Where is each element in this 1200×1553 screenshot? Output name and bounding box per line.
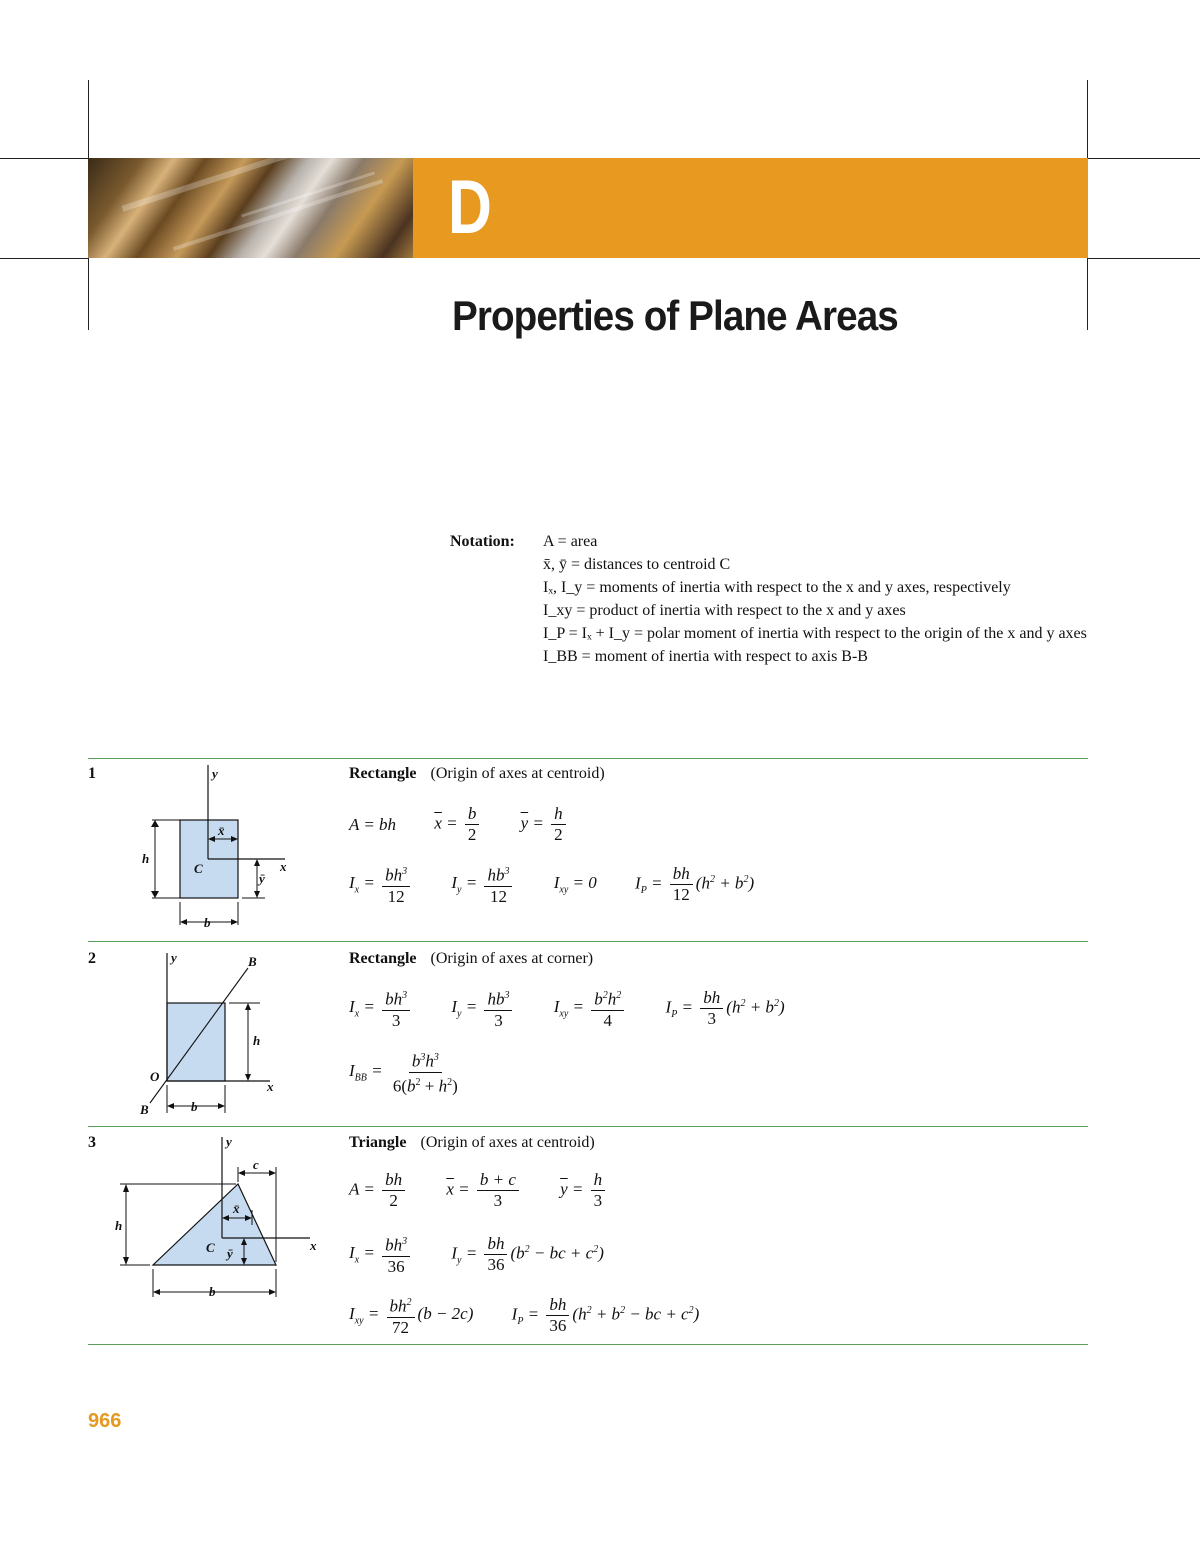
figure-label-h: h [115,1218,123,1233]
formula-row [349,1170,642,1211]
notation-line: I_BB = moment of inertia with respect to axis B-B [543,648,868,665]
formula: $I_{BB}$ = $\frac{b^3h^3}{6(b^2 + h^2)}$ [349,1048,464,1096]
crop-mark-top-left [0,158,88,159]
formula: A = bh [349,814,397,834]
page-title: Properties of Plane Areas [452,292,898,339]
section-shape: Rectangle [349,765,417,782]
formula: $\overline{y}$ = $\frac{h}{3}$ [560,1170,608,1211]
notation-line: Iₓ, I_y = moments of inertia with respect to the x and y axes, respectively [543,579,1011,596]
figure-label-b: b [204,915,211,930]
formula-row [349,804,603,845]
figure-label-x: x [280,859,287,874]
formula: $I_y$ = $\frac{hb^3}{12}$ [451,862,515,907]
figure-label-b: b [191,1099,198,1114]
formula-row [349,1048,498,1096]
figure-label-c: c [253,1157,259,1172]
section-number: 3 [88,1134,96,1151]
notation-line: I_P = Iₓ + I_y = polar moment of inertia with respect to the origin of the x and y axes [543,625,1087,642]
figure-label-h: h [142,851,150,866]
formula: $I_P$ = $\frac{bh}{3}$ $(h^2 + b^2)$ [665,987,785,1028]
section-origin: (Origin of axes at centroid) [430,765,605,782]
figure-rectangle-centroid [130,765,310,940]
figure-label-c-centroid: C [206,1240,215,1255]
formula: $I_{xy} = 0$ [553,873,597,896]
section-separator [88,1344,1088,1345]
crop-mark-bottom-right [1088,258,1200,259]
section-shape: Rectangle [349,950,417,967]
figure-label-xbar: x̄ [218,823,225,838]
figure-label-x: x [310,1238,317,1253]
figure-label-y: y [171,950,177,965]
formula-row [349,1232,638,1277]
section-number: 1 [88,765,96,782]
section-separator [88,758,1088,759]
chapter-letter: D [448,165,491,250]
figure-label-y: y [226,1134,232,1149]
section-title [349,765,605,783]
formula: $I_P$ = $\frac{bh}{36}$ ($h^2 + b^2$ − bc + $c^2$) [511,1294,700,1335]
figure-label-h: h [253,1033,261,1048]
formula: $I_x$ = $\frac{bh^3}{12}$ [349,862,413,907]
crop-mark-bottom-left [0,258,88,259]
section-separator [88,1126,1088,1127]
section-number: 2 [88,950,96,967]
section-separator [88,941,1088,942]
notation-line: x̄, ȳ = distances to centroid C [543,556,731,573]
figure-label-y: y [212,766,218,781]
figure-rectangle-corner [130,948,310,1123]
formula-row [349,1293,733,1338]
formula: $I_y$ = $\frac{bh}{36}$ ($b^2$ − bc + $c^2$) [451,1233,604,1274]
section-title [349,1134,595,1152]
section-shape: Triangle [349,1134,407,1151]
banner-photo [88,158,413,258]
formula: A = $\frac{bh}{2}$ [349,1170,408,1211]
formula: $I_y$ = $\frac{hb^3}{3}$ [451,986,515,1031]
crop-mark-top-right [1088,158,1200,159]
formula: $I_x$ = $\frac{bh^3}{36}$ [349,1232,413,1277]
figure-label-b: b [209,1284,216,1299]
page-number: 966 [88,1410,122,1432]
formula: $\overline{x}$ = $\frac{b + c}{3}$ [446,1170,522,1211]
notation-line: A = area [543,533,598,550]
section-origin: (Origin of axes at corner) [430,950,594,967]
figure-label-b-axis-bottom: B [140,1102,149,1117]
figure-label-ybar: ȳ [259,871,265,886]
formula: $\overline{y}$ = $\frac{h}{2}$ [521,804,569,845]
chapter-banner [88,158,1088,258]
notation-label: Notation: [450,533,515,550]
formula: $I_x$ = $\frac{bh^3}{3}$ [349,986,413,1031]
figure-label-b-axis-top: B [248,954,257,969]
formula: $I_{xy}$ = $\frac{bh^2}{72}$ (b − 2c) [349,1293,473,1338]
figure-label-ybar: ȳ [227,1246,233,1261]
notation-line: I_xy = product of inertia with respect to the x and y axes [543,602,906,619]
formula: $\overline{x}$ = $\frac{b}{2}$ [434,804,482,845]
figure-label-c: C [194,861,203,876]
formula: $I_P$ = $\frac{bh}{12}$ $(h^2 + b^2)$ [635,863,755,904]
formula-row [349,986,819,1031]
figure-triangle [110,1132,340,1307]
section-origin: (Origin of axes at centroid) [420,1134,595,1151]
formula: $I_{xy}$ = $\frac{b^2h^2}{4}$ [554,986,628,1031]
figure-label-xbar: x̄ [233,1201,240,1216]
section-title [349,950,593,968]
figure-label-o: O [150,1069,160,1084]
formula-row [349,862,788,907]
figure-label-x: x [267,1079,274,1094]
